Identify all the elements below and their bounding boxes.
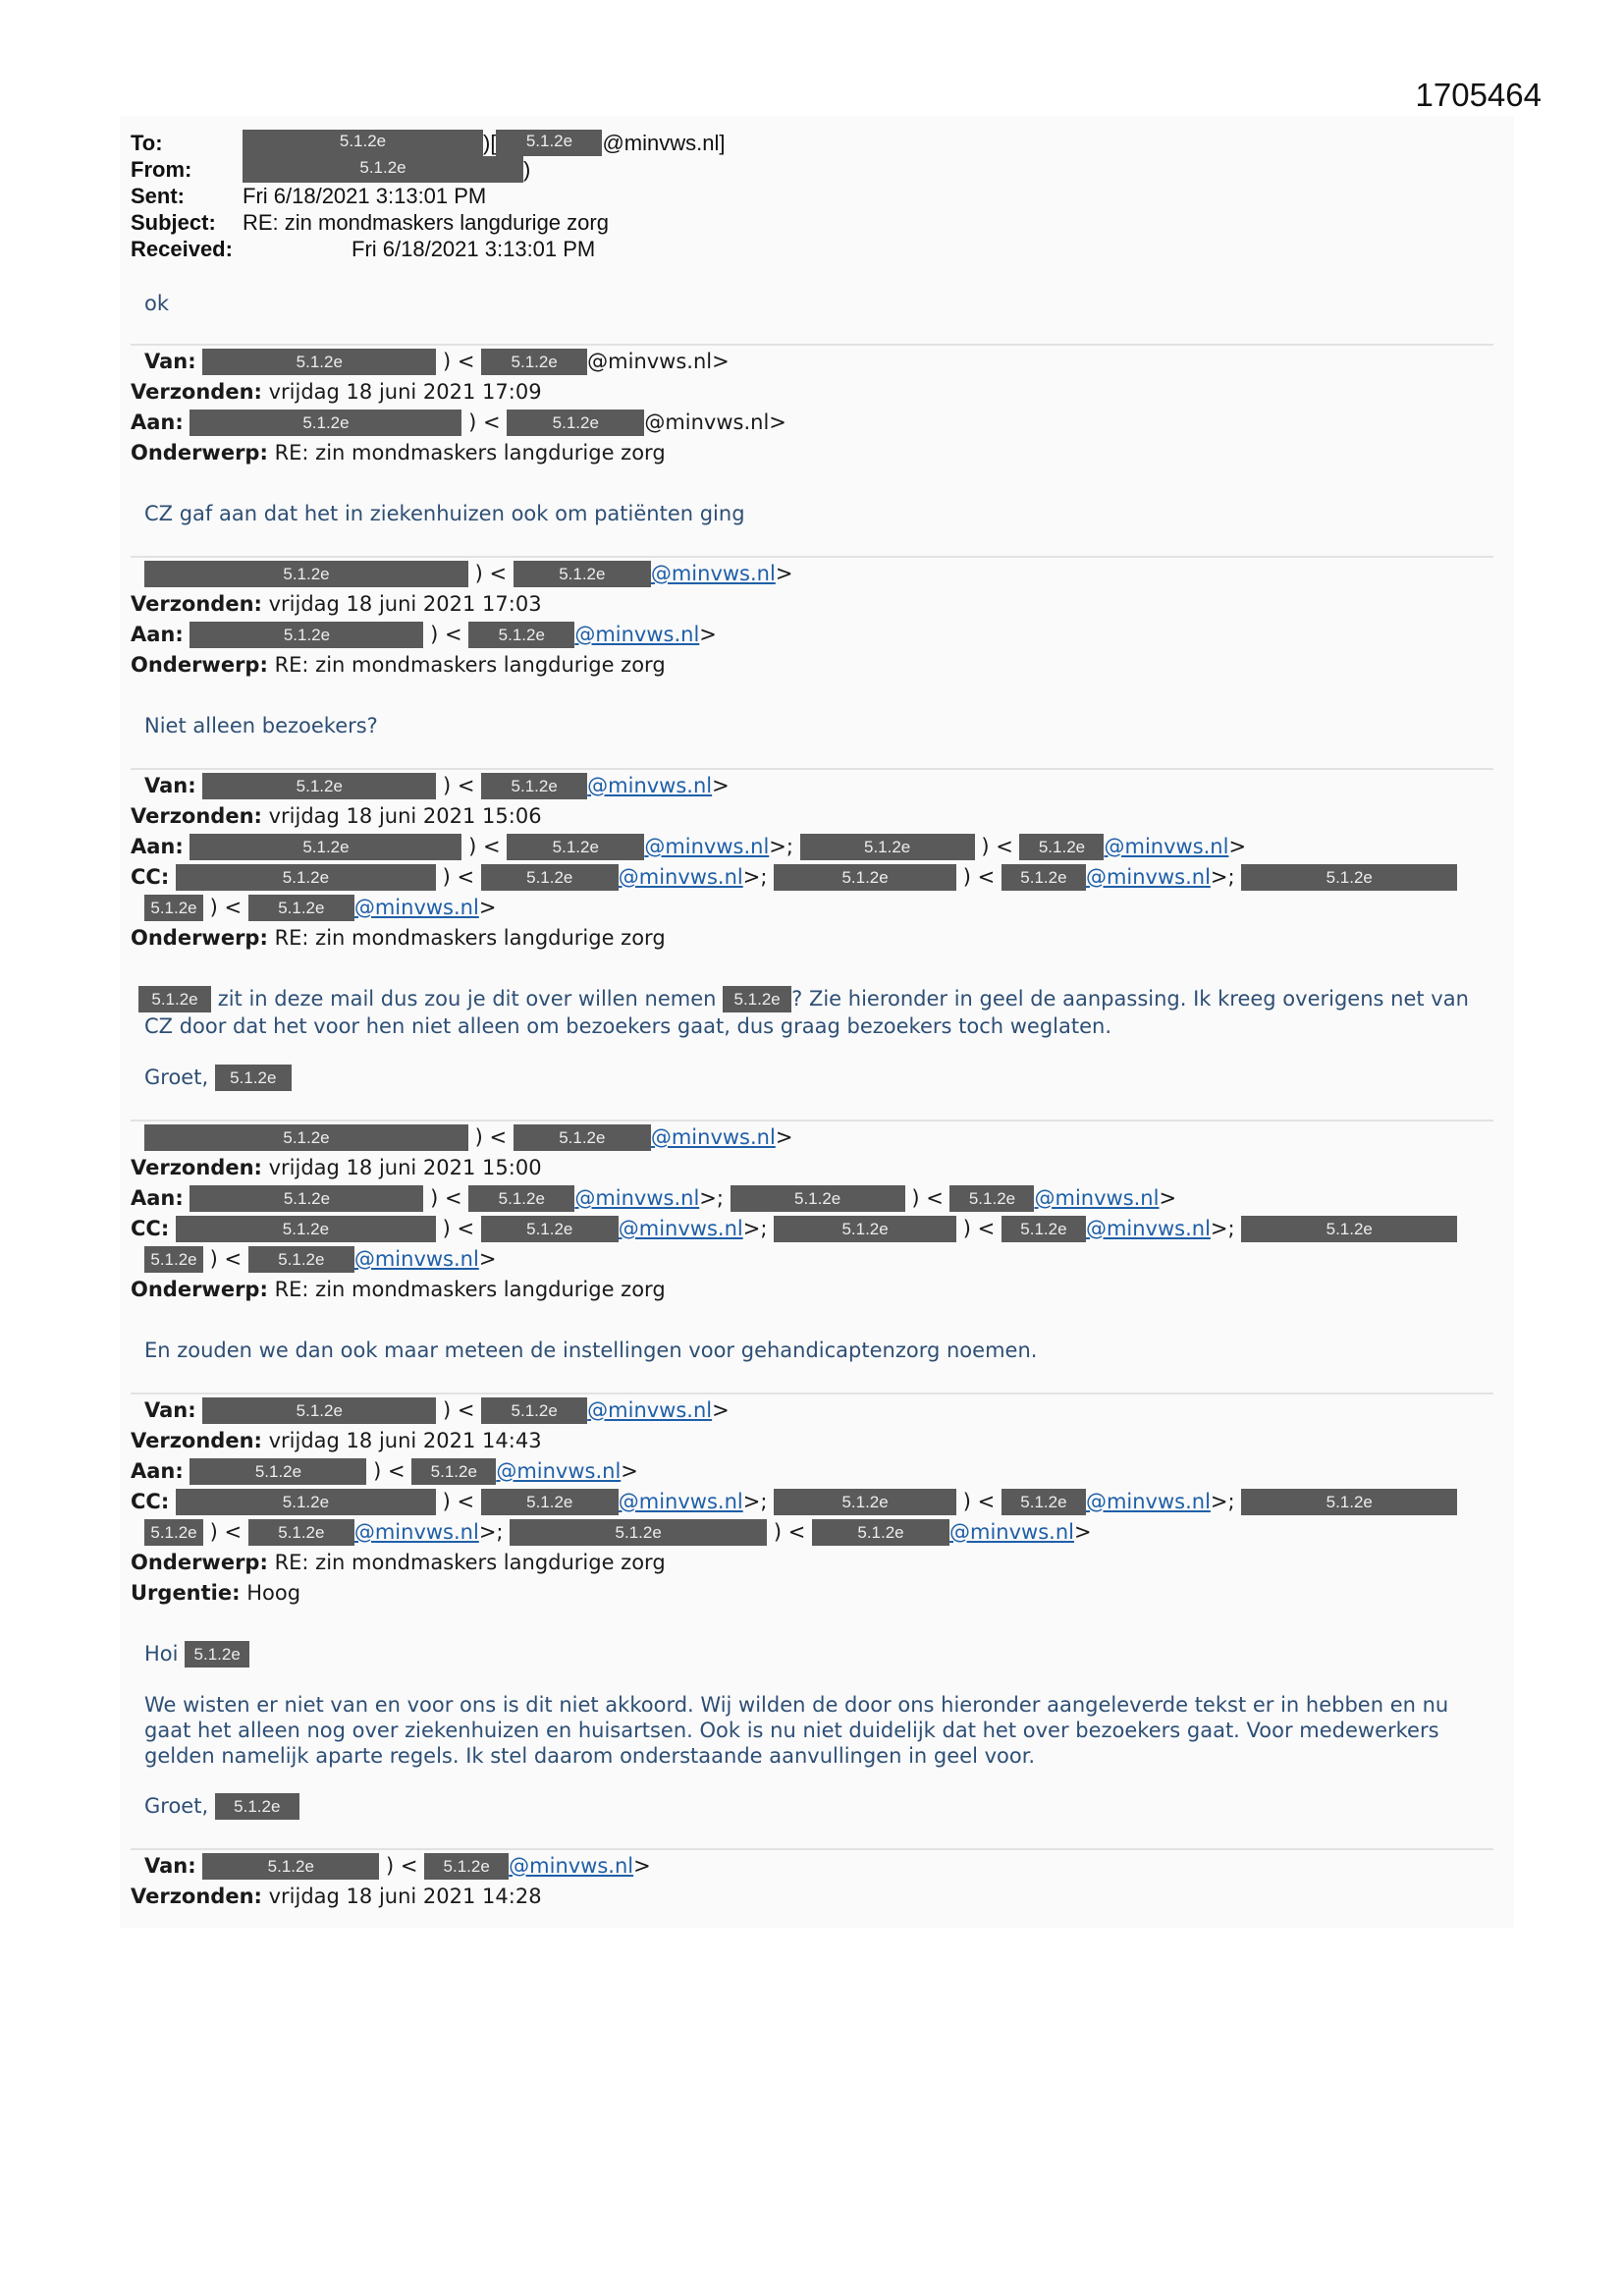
email-link[interactable]: @minvws.nl	[587, 1398, 713, 1422]
redaction: 5.1.2e	[507, 410, 644, 436]
email-link[interactable]: @minvws.nl	[1085, 1490, 1211, 1513]
redaction: 5.1.2e	[812, 1519, 949, 1546]
email-link[interactable]: @minvws.nl	[353, 1247, 479, 1271]
redaction: 5.1.2e	[202, 773, 436, 799]
redaction: 5.1.2e	[468, 1185, 574, 1212]
redaction: 5.1.2e	[215, 1793, 299, 1820]
email-link[interactable]: @minvws.nl	[353, 1520, 479, 1544]
redaction: 5.1.2e	[1241, 1216, 1457, 1242]
message-body: gelden namelijk aparte regels. Ik stel daarom onderstaande aanvullingen in geel voor.	[144, 1744, 1036, 1768]
message-body: Hoi 5.1.2e	[144, 1641, 249, 1667]
redaction: 5.1.2e	[514, 1124, 651, 1151]
message-body: 5.1.2e zit in deze mail dus zou je dit over willen nemen 5.1.2e ? Zie hieronder in geel de aanpassing. Ik kreeg overigens net van	[138, 986, 1469, 1012]
separator	[131, 556, 1493, 558]
email-link[interactable]: @minvws.nl	[1085, 1217, 1211, 1240]
email-link[interactable]: @minvws.nl	[1104, 835, 1229, 858]
redaction: 5.1.2e	[510, 1519, 767, 1546]
sent-line: Verzonden: vrijdag 18 juni 2021 14:28	[131, 1885, 542, 1908]
separator	[131, 768, 1493, 770]
header-to: To: 5.1.2e )[ 5.1.2e @minvws.nl]	[131, 131, 726, 155]
sent-line: Verzonden: vrijdag 18 juni 2021 17:03	[131, 592, 542, 616]
sent-line: Verzonden: vrijdag 18 juni 2021 17:09	[131, 380, 542, 404]
header-sent: Sent: Fri 6/18/2021 3:13:01 PM	[131, 184, 487, 208]
email-link[interactable]: @minvws.nl	[1034, 1186, 1160, 1210]
redaction: 5.1.2e	[189, 834, 461, 860]
redaction: 5.1.2e	[202, 1397, 436, 1424]
cc-line-cont: 5.1.2e ) < 5.1.2e @minvws.nl>	[144, 1246, 496, 1273]
to-line: Aan: 5.1.2e ) < 5.1.2e @minvws.nl>; 5.1.2e ) < 5.1.2e @minvws.nl>	[131, 1186, 1177, 1210]
redaction: 5.1.2e	[507, 834, 644, 860]
message-body: CZ door dat het voor hen niet alleen om bezoekers gaat, dus graag bezoekers toch weglaten.	[144, 1014, 1112, 1038]
separator	[131, 344, 1493, 346]
redaction: 5.1.2e	[248, 1519, 354, 1546]
separator	[131, 1120, 1493, 1121]
email-link[interactable]: @minvws.nl	[644, 835, 770, 858]
redaction: 5.1.2e	[774, 864, 956, 891]
cc-line: CC: 5.1.2e ) < 5.1.2e @minvws.nl>; 5.1.2e ) < 5.1.2e @minvws.nl>; 5.1.2e	[131, 864, 1457, 891]
message-body: En zouden we dan ook maar meteen de instellingen voor gehandicaptenzorg noemen.	[144, 1339, 1038, 1362]
subject-line: Onderwerp: RE: zin mondmaskers langdurige zorg	[131, 653, 666, 677]
redaction: 5.1.2e	[248, 895, 354, 921]
redaction: 5.1.2e	[1241, 1489, 1457, 1515]
from-line: Van: 5.1.2e ) < 5.1.2e @minvws.nl>	[144, 774, 730, 797]
separator	[131, 1848, 1493, 1850]
redaction: 5.1.2e	[248, 1246, 354, 1273]
email-link[interactable]: @minvws.nl	[618, 1490, 743, 1513]
redaction: 5.1.2e	[481, 864, 619, 891]
redaction: 5.1.2e	[144, 1246, 203, 1273]
redaction: 5.1.2e	[774, 1489, 956, 1515]
from-line: Van: 5.1.2e ) < 5.1.2e @minvws.nl>	[144, 350, 730, 373]
redaction: 5.1.2e	[496, 130, 602, 156]
redaction: 5.1.2e	[481, 1397, 587, 1424]
header-received: Received: Fri 6/18/2021 3:13:01 PM	[131, 237, 596, 261]
redaction: 5.1.2e	[800, 834, 975, 860]
redaction: 5.1.2e	[481, 349, 587, 375]
greeting: Groet, 5.1.2e	[144, 1793, 299, 1820]
redaction: 5.1.2e	[1001, 1489, 1086, 1515]
email-link[interactable]: @minvws.nl	[618, 865, 743, 889]
redaction: 5.1.2e	[774, 1216, 956, 1242]
header-subject: Subject: RE: zin mondmaskers langdurige zorg	[131, 210, 609, 235]
redaction: 5.1.2e	[144, 1519, 203, 1546]
message-body: Niet alleen bezoekers?	[144, 714, 378, 738]
message-body: ok	[144, 292, 170, 315]
message-body: We wisten er niet van en voor ons is dit niet akkoord. Wij wilden de door ons hieronder aangeleverde tekst er in hebben en nu	[144, 1693, 1449, 1717]
to-line: Aan: 5.1.2e ) < 5.1.2e @minvws.nl>; 5.1.2e ) < 5.1.2e @minvws.nl>	[131, 835, 1247, 858]
redaction: 5.1.2e	[189, 622, 423, 648]
email-link[interactable]: @minvws.nl	[574, 623, 700, 646]
document-id: 1705464	[1415, 77, 1542, 113]
redaction: 5.1.2e	[243, 130, 483, 156]
email-link[interactable]: @minvws.nl	[496, 1459, 622, 1483]
email-link[interactable]: @minvws.nl	[353, 896, 479, 919]
redaction: 5.1.2e	[514, 561, 651, 587]
email-link[interactable]: @minvws.nl	[509, 1854, 634, 1878]
subject-line: Onderwerp: RE: zin mondmaskers langdurige zorg	[131, 926, 666, 950]
redaction: 5.1.2e	[176, 864, 436, 891]
redaction: 5.1.2e	[411, 1458, 496, 1485]
redaction: 5.1.2e	[202, 349, 436, 375]
to-line: Aan: 5.1.2e ) < 5.1.2e @minvws.nl>	[131, 410, 786, 434]
email-link[interactable]: @minvws.nl	[587, 774, 713, 797]
redaction: 5.1.2e	[481, 1489, 619, 1515]
email-link[interactable]: @minvws.nl	[574, 1186, 700, 1210]
sent-line: Verzonden: vrijdag 18 juni 2021 15:00	[131, 1156, 542, 1179]
message-body: gaat het alleen nog over ziekenhuizen en huisartsen. Ook is nu niet duidelijk dat het over bezoekers gaat. Voor medewerkers	[144, 1719, 1439, 1742]
cc-line: CC: 5.1.2e ) < 5.1.2e @minvws.nl>; 5.1.2e ) < 5.1.2e @minvws.nl>; 5.1.2e	[131, 1216, 1457, 1242]
redaction: 5.1.2e	[731, 1185, 905, 1212]
subject-line: Onderwerp: RE: zin mondmaskers langdurige zorg	[131, 1278, 666, 1301]
email-link[interactable]: @minvws.nl	[1085, 865, 1211, 889]
redaction: 5.1.2e	[243, 156, 523, 183]
redaction: 5.1.2e	[185, 1641, 249, 1667]
redaction: 5.1.2e	[215, 1065, 292, 1091]
to-line: Aan: 5.1.2e ) < 5.1.2e @minvws.nl>	[131, 1459, 638, 1483]
redaction: 5.1.2e	[468, 622, 574, 648]
header-from: From: 5.1.2e )	[131, 157, 531, 182]
to-line: Aan: 5.1.2e ) < 5.1.2e @minvws.nl>	[131, 623, 717, 646]
cc-line-cont: 5.1.2e ) < 5.1.2e @minvws.nl>; 5.1.2e ) < 5.1.2e @minvws.nl>	[144, 1519, 1092, 1546]
redaction: 5.1.2e	[176, 1216, 436, 1242]
email-link[interactable]: @minvws.nl	[618, 1217, 743, 1240]
redaction: 5.1.2e	[424, 1853, 509, 1880]
redaction: 5.1.2e	[189, 410, 461, 436]
from-line: 5.1.2e ) < 5.1.2e @minvws.nl>	[144, 1124, 792, 1151]
redaction: 5.1.2e	[189, 1458, 366, 1485]
redaction: 5.1.2e	[1001, 1216, 1086, 1242]
cc-line: CC: 5.1.2e ) < 5.1.2e @minvws.nl>; 5.1.2e ) < 5.1.2e @minvws.nl>; 5.1.2e	[131, 1489, 1457, 1515]
redaction: 5.1.2e	[1241, 864, 1457, 891]
email-link[interactable]: @minvws.nl	[650, 1125, 776, 1149]
redaction: 5.1.2e	[481, 773, 587, 799]
redaction: 5.1.2e	[138, 986, 211, 1012]
redaction: 5.1.2e	[723, 986, 791, 1012]
sent-line: Verzonden: vrijdag 18 juni 2021 15:06	[131, 804, 542, 828]
redaction: 5.1.2e	[144, 1124, 468, 1151]
email-link[interactable]: @minvws.nl	[650, 562, 776, 585]
redaction: 5.1.2e	[202, 1853, 379, 1880]
from-line: Van: 5.1.2e ) < 5.1.2e @minvws.nl>	[144, 1854, 651, 1878]
urgency-line: Urgentie: Hoog	[131, 1581, 301, 1605]
redaction: 5.1.2e	[144, 561, 468, 587]
subject-line: Onderwerp: RE: zin mondmaskers langdurige zorg	[131, 441, 666, 465]
subject-line: Onderwerp: RE: zin mondmaskers langdurige zorg	[131, 1551, 666, 1574]
redaction: 5.1.2e	[1019, 834, 1104, 860]
from-line: Van: 5.1.2e ) < 5.1.2e @minvws.nl>	[144, 1398, 730, 1422]
separator	[131, 1393, 1493, 1394]
message-body: CZ gaf aan dat het in ziekenhuizen ook om patiënten ging	[144, 502, 745, 525]
redaction: 5.1.2e	[189, 1185, 423, 1212]
redaction: 5.1.2e	[481, 1216, 619, 1242]
redaction: 5.1.2e	[176, 1489, 436, 1515]
greeting: Groet, 5.1.2e	[144, 1065, 292, 1091]
sent-line: Verzonden: vrijdag 18 juni 2021 14:43	[131, 1429, 542, 1452]
redaction: 5.1.2e	[144, 895, 203, 921]
from-line: 5.1.2e ) < 5.1.2e @minvws.nl>	[144, 561, 792, 587]
email-link[interactable]: @minvws.nl	[949, 1520, 1074, 1544]
cc-line-cont: 5.1.2e ) < 5.1.2e @minvws.nl>	[144, 895, 496, 921]
redaction: 5.1.2e	[1001, 864, 1086, 891]
redaction: 5.1.2e	[949, 1185, 1034, 1212]
